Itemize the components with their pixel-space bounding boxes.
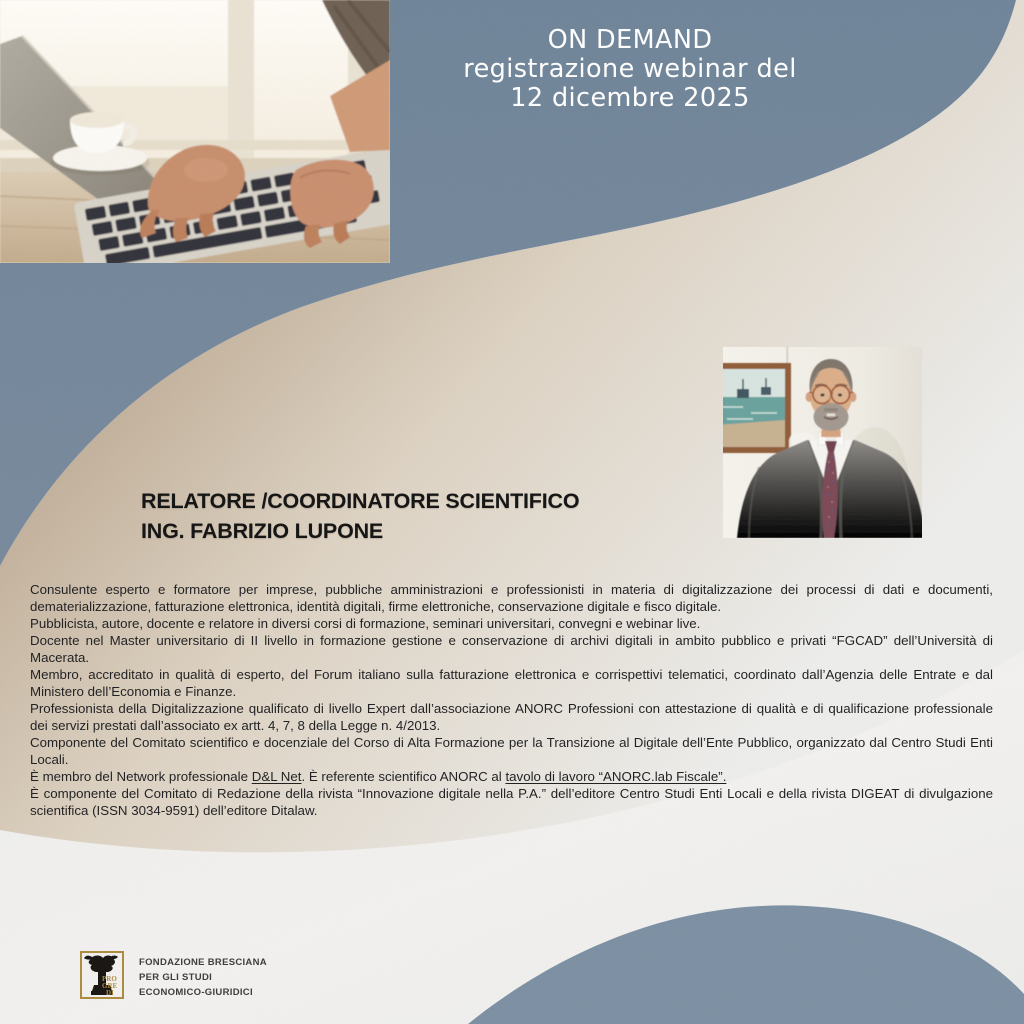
dl-net-link[interactable]: D&L Net (251, 769, 302, 784)
bio-paragraph-5: Professionista della Digitalizzazione qualificato di livello Expert dall’associazione ANORC Professioni con attestazione di qualità e di qualificazione professionale dei servizi prestati dall’associato ex artt. 4, 7, 8 della Legge n. 4/2013. (30, 701, 993, 733)
logo-text-3: DI (106, 989, 114, 997)
speaker-role: RELATORE /COORDINATORE SCIENTIFICO (141, 489, 580, 513)
logo-text-2: GRE (102, 982, 118, 990)
laptop-typing-photo (0, 0, 390, 263)
bio-paragraph-3: Docente nel Master universitario di II livello in formazione gestione e conservazione di archivi digitali in ambito pubblico e privati “FGCAD” dell’Università di Macerata. (30, 633, 993, 665)
bio-p7-pre: È membro del Network professionale (30, 769, 252, 784)
foundation-name-line-1: FONDAZIONE BRESCIANA (139, 957, 267, 968)
bio-paragraph-4: Membro, accreditato in qualità di esperto, del Forum italiano sulla fatturazione elettronica e corrispettivi telematici, coordinato dall’Agenzia delle Entrate e dal Ministero dell’Economia e Finanze. (30, 667, 993, 699)
bio-paragraph-2: Pubblicista, autore, docente e relatore in diversi corsi di formazione, seminari universitari, convegni e webinar live. (30, 616, 701, 631)
bio-paragraph-8: È componente del Comitato di Redazione della rivista “Innovazione digitale nella P.A.” dell’editore Centro Studi Enti Locali e della rivista DIGEAT di divulgazione scientifica (ISSN 3034-9591) dell’editore Ditalaw. (30, 786, 993, 818)
fondazione-bresciana-logo-icon (80, 951, 124, 1001)
foundation-name-line-3: ECONOMICO-GIURIDICI (139, 987, 253, 998)
bio-paragraph-1: Consulente esperto e formatore per imprese, pubbliche amministrazioni e professionisti in materia di digitalizzazione dei processi di dati e documenti, dematerializzazione, fatturazione elettronica, identità digitali, firme elettroniche, conservazione digitale e fisco digitale. (30, 582, 993, 614)
header-line-date: 12 dicembre 2025 (510, 83, 750, 113)
footer-branding (80, 951, 267, 1001)
foundation-name-line-2: PER GLI STUDI (139, 972, 213, 983)
bio-paragraph-6: Componente del Comitato scientifico e docenziale del Corso di Alta Formazione per la Transizione al Digitale dell’Ente Pubblico, organizzato dal Centro Studi Enti Locali. (30, 735, 993, 767)
bottom-blue-wave (468, 905, 1024, 1024)
speaker-headline (141, 486, 701, 546)
speaker-portrait-illustration (723, 347, 922, 538)
logo-text-1: PRO (102, 975, 117, 983)
bio-paragraph-7 (30, 768, 993, 785)
speaker-portrait-photo (723, 347, 922, 538)
anorc-lab-fiscale-link[interactable]: tavolo di lavoro “ANORC.lab Fiscale”. (505, 769, 727, 784)
header-block (404, 26, 856, 113)
speaker-name: ING. FABRIZIO LUPONE (141, 519, 384, 543)
header-line-on-demand: ON DEMAND (547, 25, 713, 55)
header-line-registration: registrazione webinar del (463, 54, 797, 84)
laptop-typing-illustration (0, 0, 390, 263)
foundation-name (139, 951, 267, 1000)
bio-p7-mid: . È referente scientifico ANORC al (301, 769, 506, 784)
speaker-bio (30, 581, 993, 819)
